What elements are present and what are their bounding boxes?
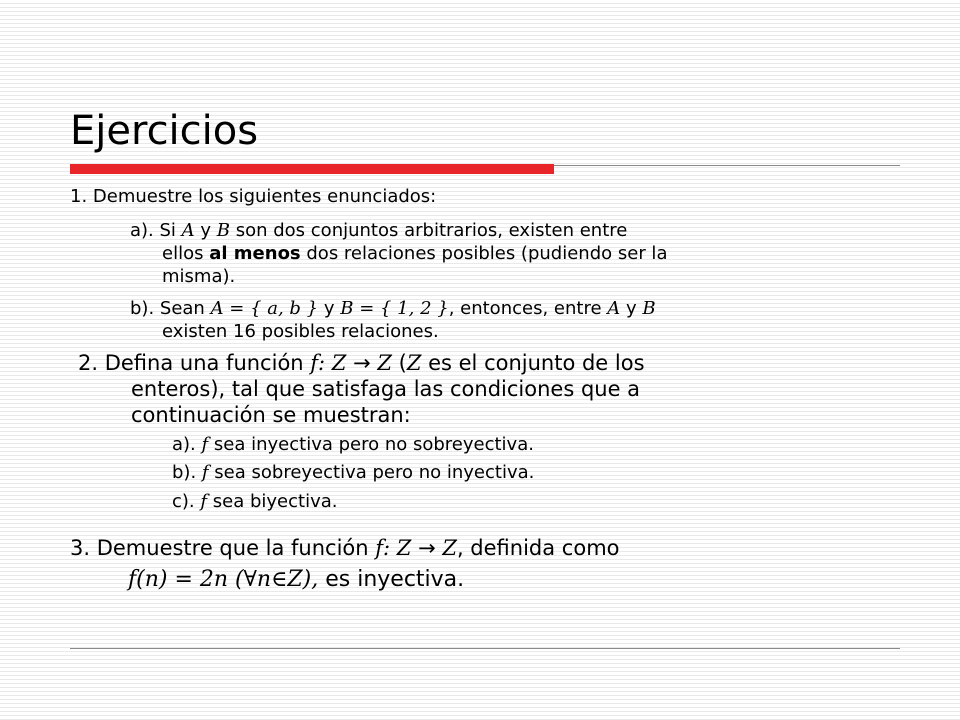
item-label: c). <box>172 491 201 512</box>
exercise-2-text: ( <box>391 351 407 375</box>
exercise-3-text: es inyectiva. <box>318 567 465 592</box>
exercise-3-line-1 <box>70 536 620 560</box>
exercise-1a-text: son dos conjuntos arbitrarios, existen entre <box>230 220 628 241</box>
integers-symbol: Z <box>442 536 457 560</box>
item-text: sea sobreyectiva pero no inyectiva. <box>208 462 535 483</box>
exercise-1a-label: a). Si <box>130 220 182 241</box>
exercise-1a-line-3: misma). <box>162 266 236 287</box>
item-label: b). <box>172 462 202 483</box>
exercise-1b-label: b). Sean <box>130 298 211 319</box>
exercise-3-line-2 <box>128 567 464 592</box>
set-a-symbol: A <box>607 298 621 319</box>
exercise-2-text: es el conjunto de los <box>421 351 645 375</box>
conjunction-text: y <box>318 298 341 319</box>
integers-symbol: Z <box>406 351 422 375</box>
exercise-3-text: 3. Demuestre que la función <box>70 536 376 560</box>
exercise-1b-text: , entonces, entre <box>448 298 608 319</box>
set-a-definition: A = { a, b } <box>210 298 319 319</box>
exercise-2c-item <box>172 491 338 512</box>
function-signature: f: Z <box>310 351 347 375</box>
exercise-1-heading: 1. Demuestre los siguientes enunciados: <box>70 186 437 207</box>
exercise-1a-line-1 <box>130 220 627 241</box>
exercise-2-line-3: continuación se muestran: <box>131 403 411 427</box>
exercise-1a-line-2 <box>162 243 667 264</box>
conjunction-text: y <box>194 220 217 241</box>
exercise-1a-text: dos relaciones posibles (pudiendo ser la <box>300 243 668 264</box>
exercise-3-text: , definida como <box>456 536 620 560</box>
function-symbol: f <box>201 462 209 483</box>
footer-rule <box>70 648 900 649</box>
arrow-icon: → <box>346 351 378 375</box>
title-underline-rule <box>554 165 900 166</box>
slide-title: Ejercicios <box>70 108 259 154</box>
arrow-icon: → <box>411 536 443 560</box>
conjunction-text: y <box>620 298 643 319</box>
item-text: sea biyectiva. <box>207 491 338 512</box>
exercise-2-line-2: enteros), tal que satisfaga las condiciones que a <box>131 377 641 401</box>
integers-symbol: Z <box>377 351 392 375</box>
exercise-2-line-1 <box>78 351 645 375</box>
exercise-1b-line-2: existen 16 posibles relaciones. <box>162 321 439 342</box>
title-underline-accent <box>70 164 554 174</box>
item-text: sea inyectiva pero no sobreyectiva. <box>208 434 534 455</box>
exercise-2a-item <box>172 434 534 455</box>
exercise-1a-text: ellos <box>162 243 210 264</box>
function-signature: f: Z <box>375 536 412 560</box>
set-b-symbol: B <box>642 298 656 319</box>
set-b-symbol: B <box>216 220 230 241</box>
exercise-2b-item <box>172 462 534 483</box>
emphasis-text: al menos <box>209 243 301 264</box>
function-symbol: f <box>200 491 208 512</box>
function-formula: f(n) = 2n (∀n∈Z), <box>128 567 319 592</box>
function-symbol: f <box>201 434 209 455</box>
exercise-1b-line-1 <box>130 298 656 319</box>
set-a-symbol: A <box>181 220 195 241</box>
exercise-2-text: 2. Defina una función <box>78 351 311 375</box>
set-b-definition: B = { 1, 2 } <box>340 298 449 319</box>
item-label: a). <box>172 434 202 455</box>
